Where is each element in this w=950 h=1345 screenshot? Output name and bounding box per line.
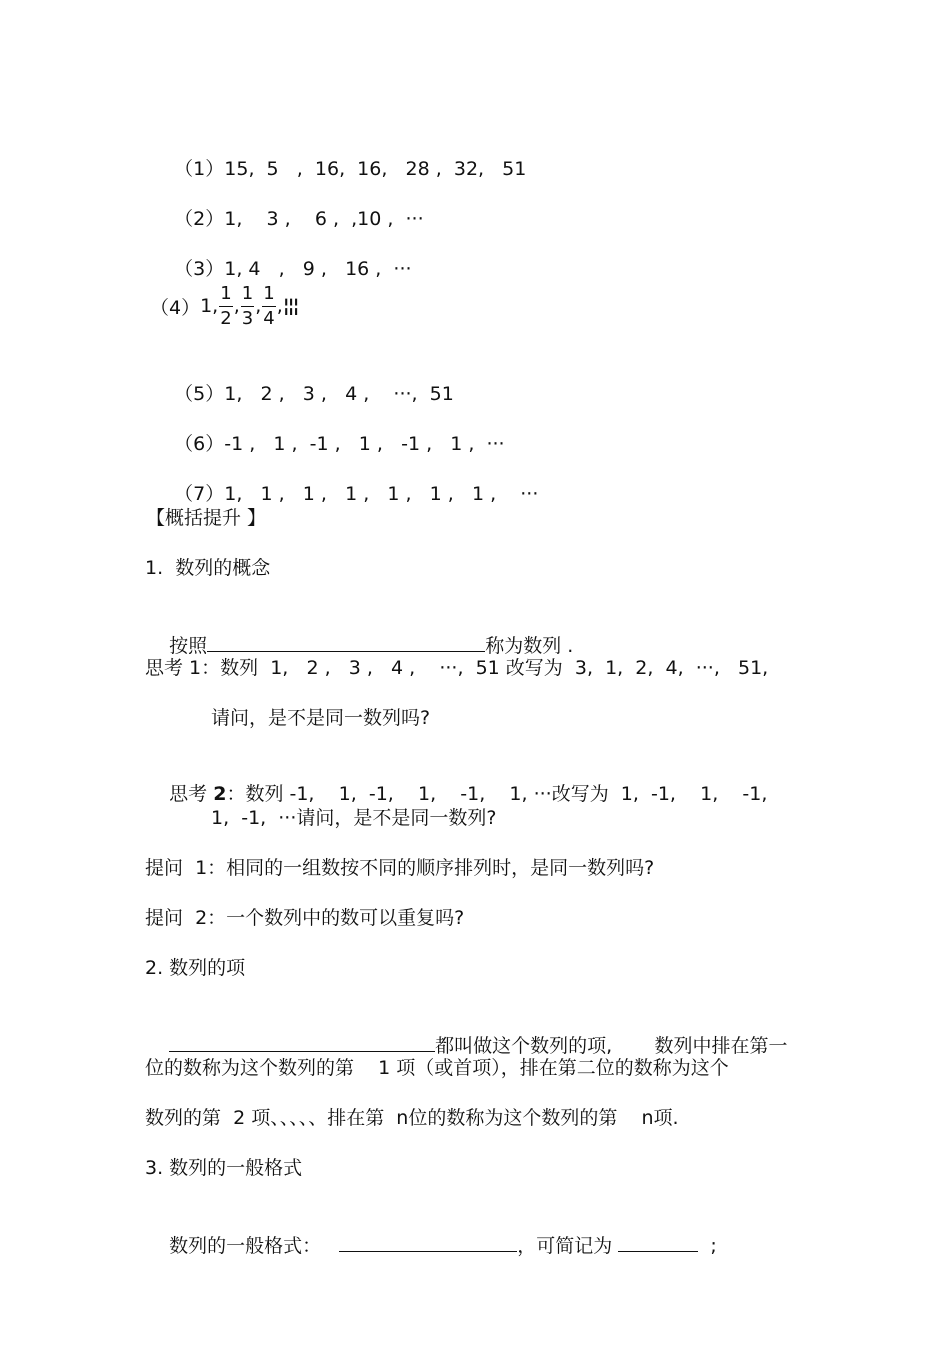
sequence-text: 1, 1 , 1 , 1 , 1 , 1 , 1 , ··· — [224, 483, 539, 505]
comma: , — [233, 295, 240, 317]
general-form-line — [145, 1205, 717, 1257]
fraction-numerator: 1 — [219, 284, 232, 307]
terms-blank — [169, 1031, 435, 1052]
sequence-tail: ¦¦¦ — [282, 295, 298, 317]
sequence-text: 1, 4 , 9 , 16 , ··· — [224, 258, 412, 280]
sequence-text: -1 , 1 , -1 , 1 , -1 , 1 , ··· — [224, 433, 505, 455]
general-form-suffix: ; — [698, 1235, 717, 1257]
sequence-label: （2） — [174, 208, 225, 230]
general-form-prefix: 数列的一般格式： — [169, 1235, 340, 1257]
terms-line-2: 位的数称为这个数列的第 1 项（或首项），排在第二位的数称为这个 — [145, 1057, 729, 1079]
sequence-2 — [150, 180, 424, 230]
fraction-quarter — [262, 284, 275, 329]
think-1-line-1: 思考 1：数列 1, 2 , 3 , 4 , ···, 51 改写为 3, 1, 2, 4, ···, 51, — [145, 657, 769, 679]
fraction-numerator: 1 — [241, 284, 254, 307]
sequence-text: 15, 5 , 16, 16, 28 , 32, 51 — [224, 158, 527, 180]
definition-blank — [207, 631, 485, 652]
sequence-text: 1, 3 , 6 , ,10 , ··· — [224, 208, 424, 230]
sequence-label: （5） — [174, 383, 225, 405]
think-2-line-1 — [145, 755, 768, 805]
comma: , — [255, 295, 262, 317]
fraction-denominator: 3 — [241, 307, 254, 329]
sequence-7 — [150, 455, 539, 505]
fraction-numerator: 1 — [262, 284, 275, 307]
sequence-6 — [150, 405, 505, 455]
question-2: 提问 2：一个数列中的数可以重复吗? — [145, 907, 465, 929]
sequence-label: （6） — [174, 433, 225, 455]
general-form-middle: ，可简记为 — [517, 1235, 619, 1257]
sequence-label: （4） — [150, 296, 201, 319]
sequence-label: （3） — [174, 258, 225, 280]
sequence-3 — [150, 230, 412, 280]
think-2-rest: ：数列 -1, 1, -1, 1, -1, 1, ···改写为 1, -1, 1, -1, — [226, 783, 768, 805]
fraction-half — [219, 284, 232, 329]
general-form-heading: 3. 数列的一般格式 — [145, 1157, 303, 1179]
sequence-label: （7） — [174, 483, 225, 505]
concept-heading: 1. 数列的概念 — [145, 557, 271, 579]
think-2-number: 2 — [213, 783, 227, 805]
abbreviation-blank — [618, 1231, 698, 1252]
general-form-blank — [339, 1231, 517, 1252]
definition-prefix: 按照 — [169, 635, 208, 657]
question-1: 提问 1：相同的一组数按不同的顺序排列时，是同一数列吗? — [145, 857, 655, 879]
think-2-prefix: 思考 — [169, 783, 214, 805]
sequence-label: （1） — [174, 158, 225, 180]
sequence-4 — [150, 280, 298, 332]
think-1-line-2: 请问，是不是同一数列吗? — [211, 707, 431, 729]
think-2-line-2: 1, -1, ···请问，是不是同一数列? — [211, 807, 497, 829]
definition-suffix: 称为数列 . — [485, 635, 574, 657]
terms-heading: 2. 数列的项 — [145, 957, 246, 979]
sequence-lead: 1, — [200, 295, 219, 317]
terms-line-1 — [145, 1005, 788, 1057]
summary-heading: 【概括提升 】 — [146, 507, 267, 529]
sequence-1 — [150, 130, 527, 180]
sequence-5 — [150, 355, 454, 405]
terms-line-1-text: 都叫做这个数列的项, 数列中排在第一 — [435, 1035, 788, 1057]
fraction-denominator: 2 — [220, 307, 232, 329]
comma: , — [276, 295, 283, 317]
concept-definition — [145, 605, 574, 657]
fraction-third — [241, 284, 254, 329]
terms-line-3: 数列的第 2 项、、、、、排在第 n位的数称为这个数列的第 n项. — [145, 1107, 679, 1129]
fraction-denominator: 4 — [263, 307, 275, 329]
sequence-text: 1, 2 , 3 , 4 , ···, 51 — [224, 383, 454, 405]
